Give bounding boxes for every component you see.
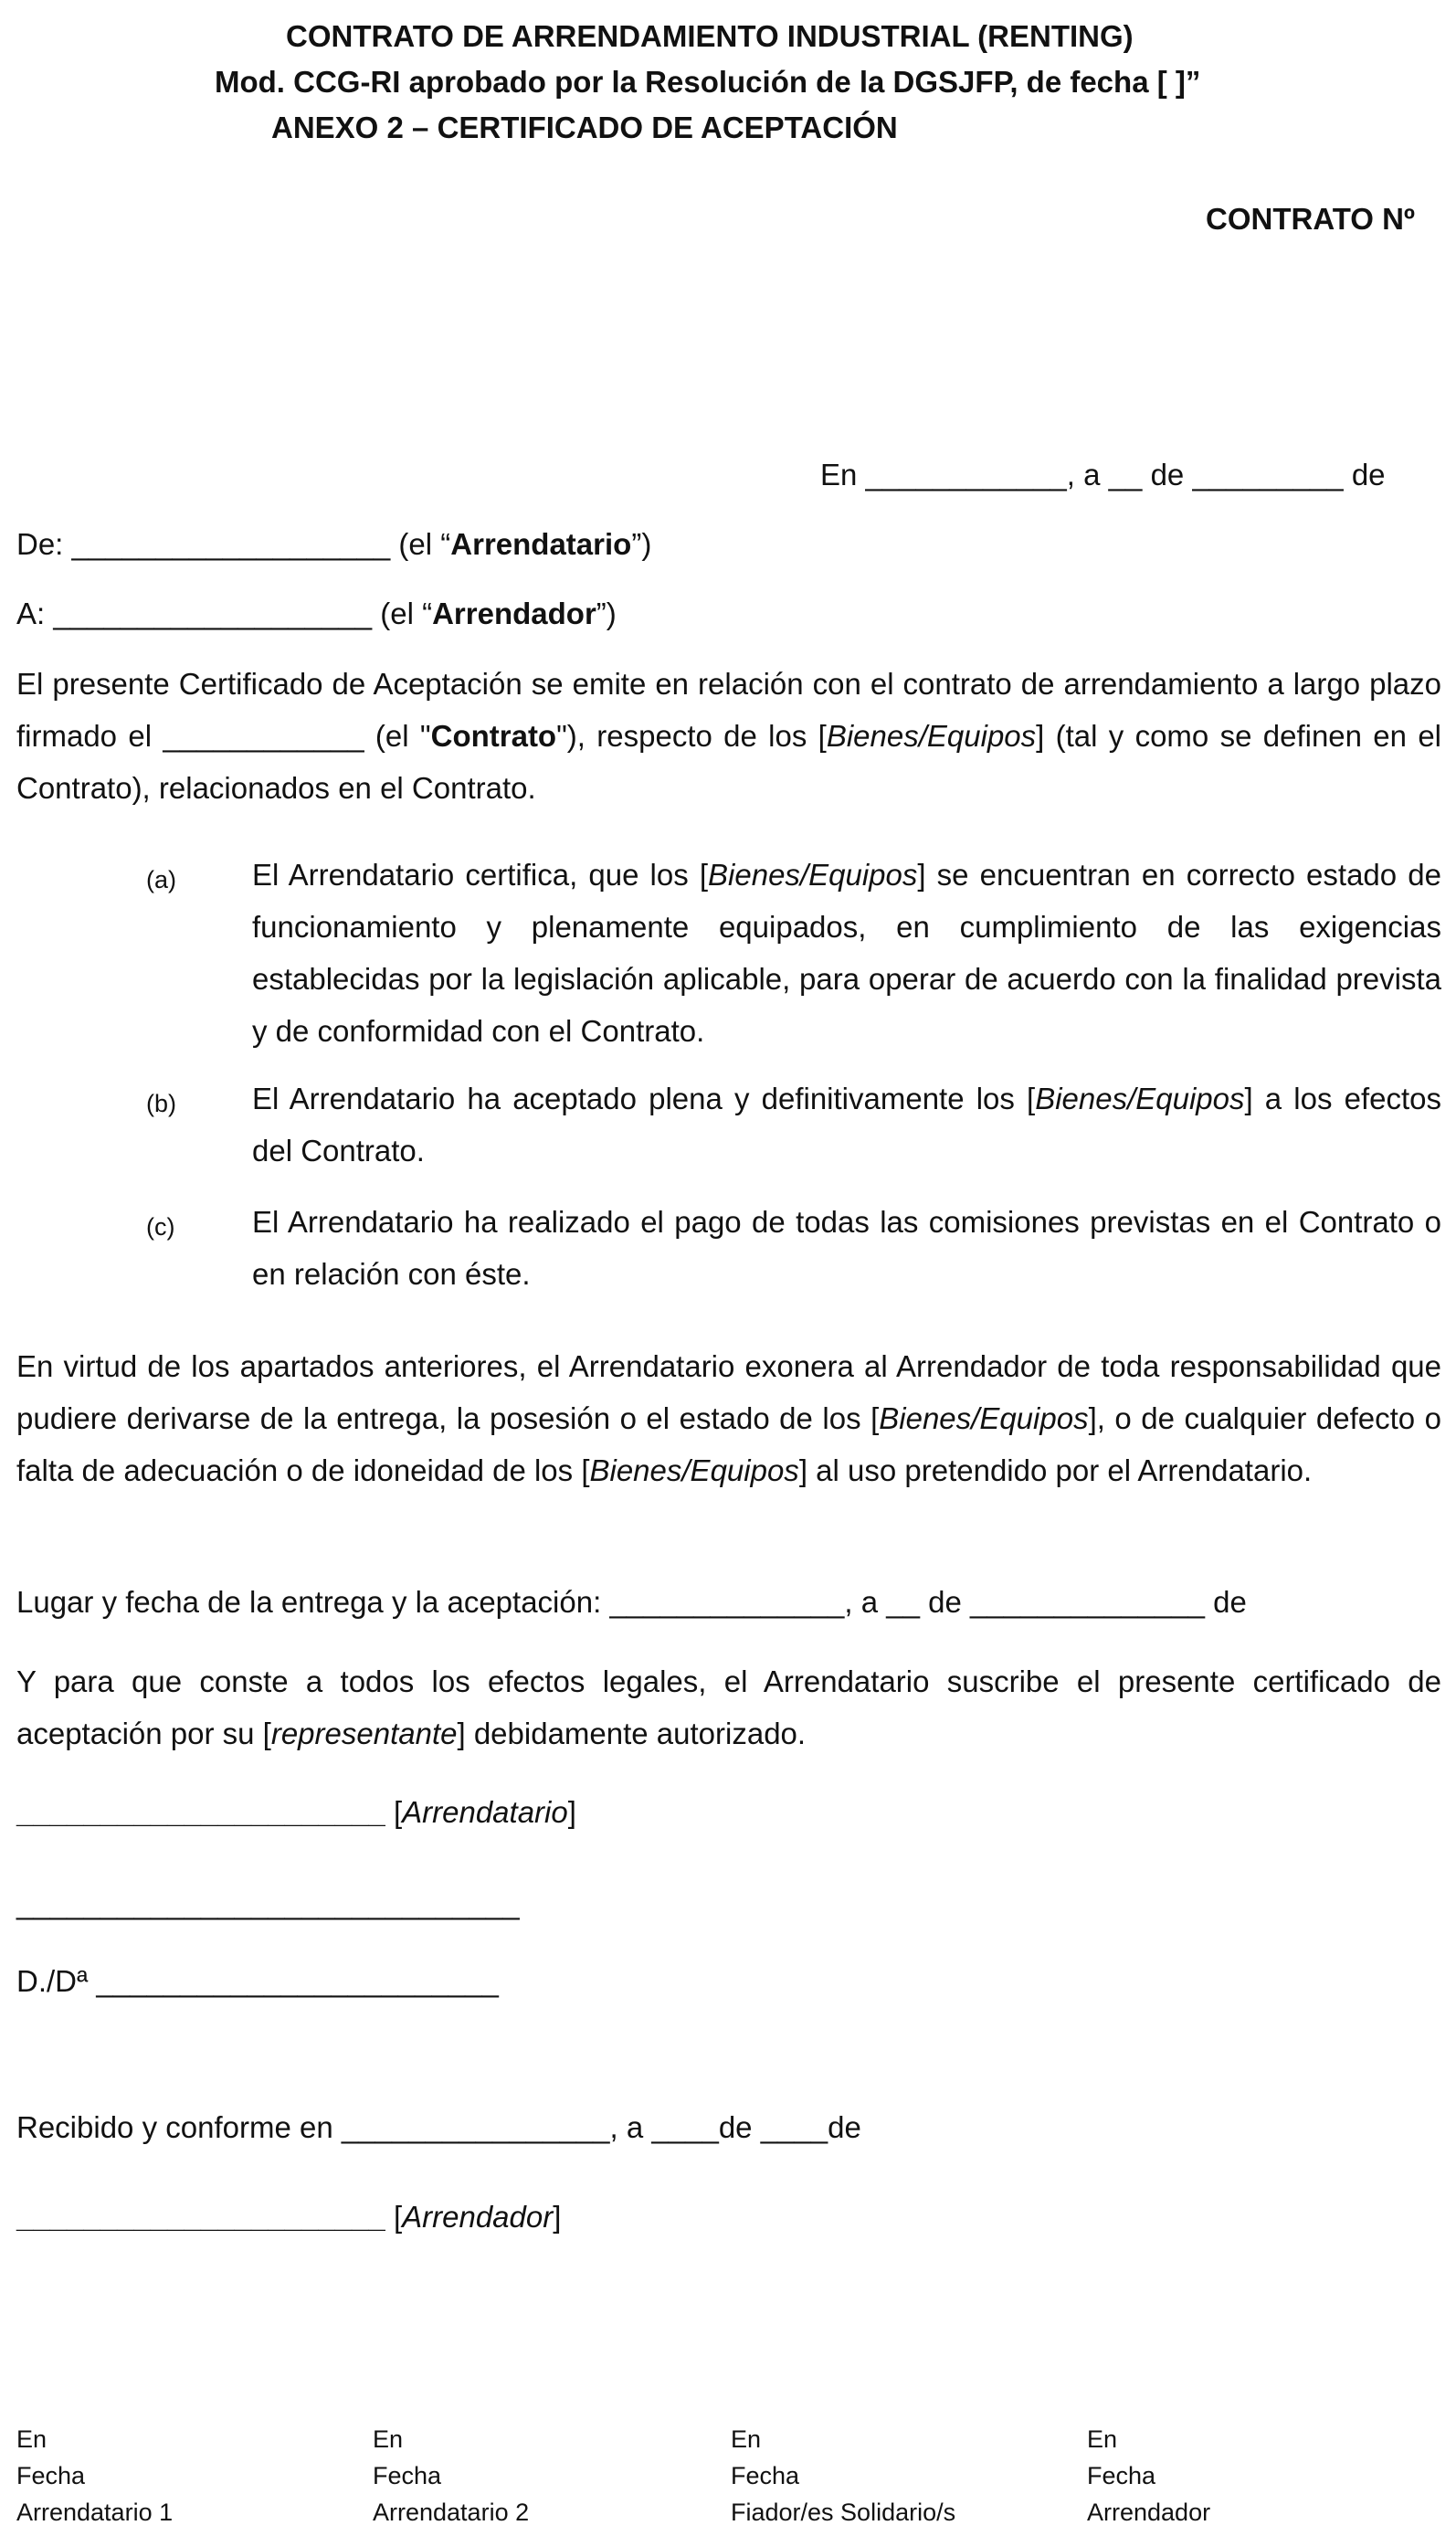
footer-column-lessor: En Fecha Arrendador	[1087, 2425, 1211, 2526]
footer-column-guarantors: En Fecha Fiador/es Solidario/s	[731, 2425, 956, 2526]
signatory-name-line: D./Dª ________________________	[16, 1964, 499, 1998]
item-a-text: El Arrendatario certifica, que los [Bienes/Equipos] se encuentran en correcto estado de funcionamiento y plenamente equipados, en cumplimiento de las exigencias establecidas por la legislación aplicable, para operar de acuerdo con la finalidad prevista y de conformidad con el Contrato.	[252, 858, 1441, 1048]
signature-blank-line: ______________________________	[16, 1886, 520, 1920]
item-c-letter: (c)	[146, 1213, 175, 1241]
item-b-letter: (b)	[146, 1090, 176, 1117]
to-line: A: ___________________ (el “Arrendador”)	[16, 597, 617, 630]
footer-column-lessee-2: En Fecha Arrendatario 2	[373, 2425, 530, 2526]
item-c-text: El Arrendatario ha realizado el pago de todas las comisiones previstas en el Contrato o en relación con éste.	[252, 1205, 1441, 1291]
intro-paragraph: El presente Certificado de Aceptación se emite en relación con el contrato de arrendamiento a largo plazo firmado el ____________ (el "Contrato"), respecto de los [Bienes/Equipos] (tal y como se definen en el Contrato), relacionados en el Contrato.	[16, 667, 1442, 805]
closing-paragraph: Y para que conste a todos los efectos legales, el Arrendatario suscribe el presente certificado de aceptación por su [representante] debidamente autorizado.	[16, 1664, 1441, 1750]
from-line: De: ___________________ (el “Arrendatario”)	[16, 527, 652, 561]
place-date-line: En ____________, a __ de _________ de	[820, 458, 1386, 491]
exoneration-paragraph: En virtud de los apartados anteriores, el Arrendatario exonera al Arrendador de toda responsabilidad que pudiere derivarse de la entrega, la posesión o el estado de los [Bienes/Equipos], o de cualquier defecto o falta de adecuación o de idoneidad de los [Bienes/Equipos] al uso pretendido por el Arrendatario.	[16, 1349, 1441, 1487]
item-a-letter: (a)	[146, 866, 176, 893]
document-title: CONTRATO DE ARRENDAMIENTO INDUSTRIAL (RENTING)	[286, 19, 1134, 53]
received-line: Recibido y conforme en ________________, a ____de ____de	[16, 2110, 861, 2144]
contract-number: CONTRATO Nº	[1206, 202, 1415, 236]
footer-column-lessee-1: En Fecha Arrendatario 1	[16, 2425, 174, 2526]
lessee-signature: ______________________ [Arrendatario]	[16, 1795, 576, 1829]
delivery-place-date: Lugar y fecha de la entrega y la aceptación: ______________, a __ de ______________ de	[16, 1585, 1247, 1619]
annex-title: ANEXO 2 – CERTIFICADO DE ACEPTACIÓN	[271, 111, 898, 144]
item-b-text: El Arrendatario ha aceptado plena y definitivamente los [Bienes/Equipos] a los efectos del Contrato.	[252, 1082, 1441, 1168]
lessor-signature: ______________________ [Arrendador]	[16, 2200, 562, 2234]
document-subtitle: Mod. CCG-RI aprobado por la Resolución de la DGSJFP, de fecha [ ]”	[215, 65, 1201, 99]
